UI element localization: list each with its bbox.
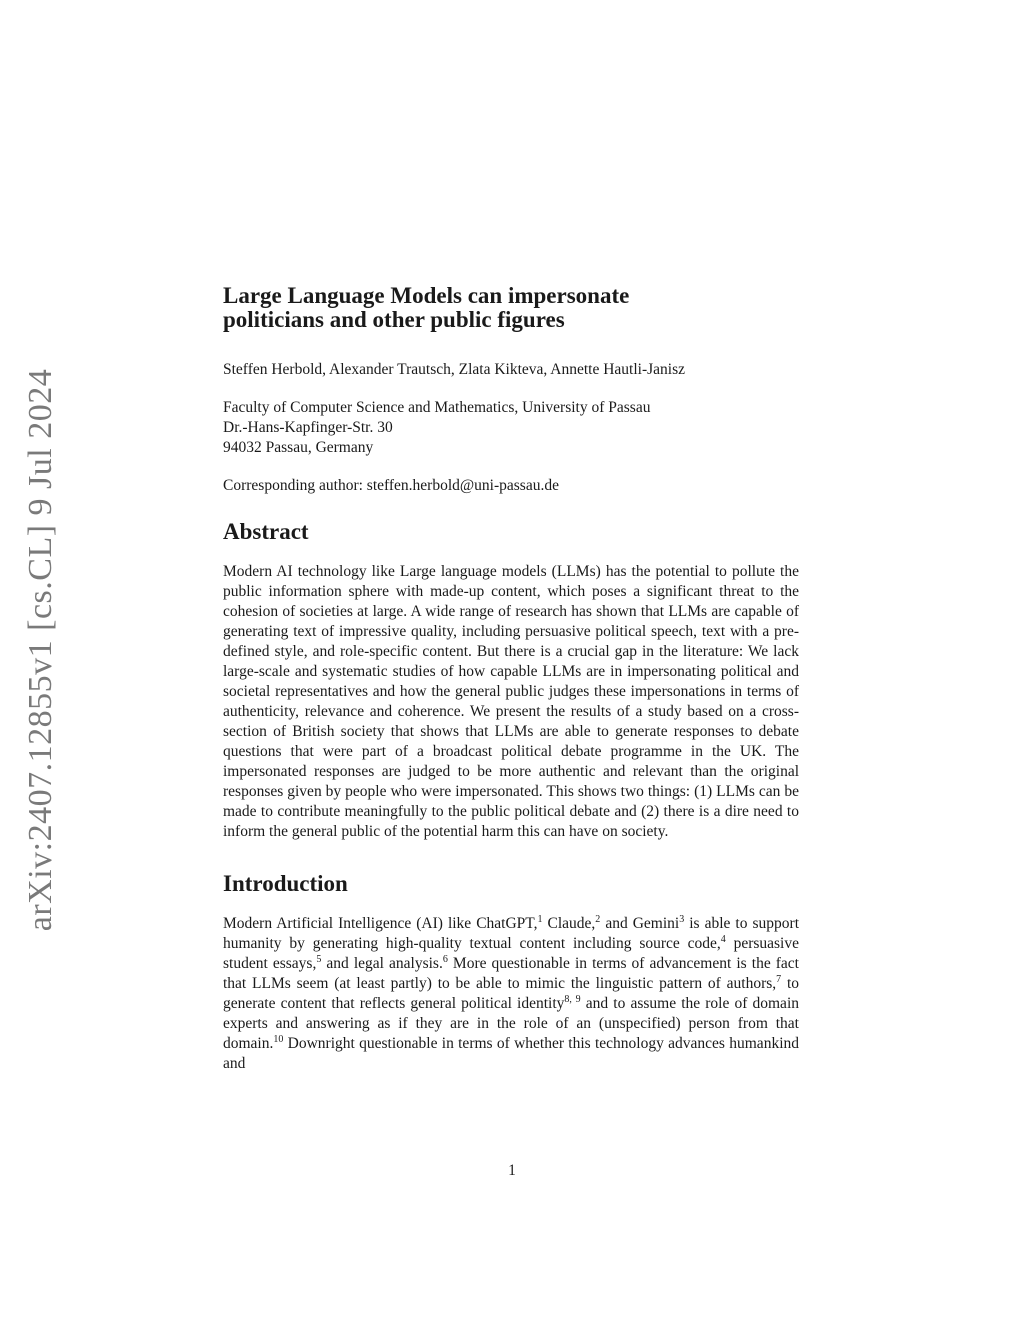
citation-marker: 2: [595, 913, 601, 925]
intro-text-segment: and Gemini: [600, 915, 680, 932]
citation-marker: 10: [273, 1033, 284, 1045]
abstract-text: Modern AI technology like Large language models (LLMs) has the potential to pollute the public information sphere with made-up content, which poses a significant threat to the cohesion of societies at large. A wide range of research has shown that LLMs are capable of generating text of impressive quality, including persuasive political speech, text with a pre-defined style, and role-specific content. But there is a crucial gap in the literature: We lack large-scale and systematic studies of how capable LLMs are in impersonating political and societal representatives and how the general public judges these impersonations in terms of authenticity, relevance and coherence. We present the results of a study based on a cross-section of British society that shows that LLMs are able to generate responses to debate questions that were part of a broadcast political debate programme in the UK. The impersonated responses are judged to be more authentic and relevant than the original responses given by people who were impersonated. This shows two things: (1) LLMs can be made to contribute meaningfully to the public political debate and (2) there is a dire need to inform the general public of the potential harm this can have on society.: [223, 563, 799, 840]
intro-text-segment: More questionable in terms of advancement is the fact that LLMs seem (at least partly) to be able to mimic the linguistic pattern of authors,: [223, 955, 799, 992]
intro-text-segment: Modern Artificial Intelligence (AI) like ChatGPT,: [223, 915, 538, 932]
arxiv-identifier: arXiv:2407.12855v1 [cs.CL] 9 Jul 2024: [22, 368, 59, 932]
affiliation: [223, 398, 799, 458]
citation-marker: 6: [442, 953, 448, 965]
intro-text-segment: and to assume the role of domain experts and answering as if they are in the role of an (unspecified) person from that domain.: [223, 995, 799, 1052]
intro-text-segment: Claude,: [542, 915, 596, 932]
intro-text-segment: to generate content that reflects general political identity: [223, 975, 799, 1012]
corresponding-author: Corresponding author: steffen.herbold@uni-passau.de: [223, 477, 559, 494]
citation-marker: 8, 9: [564, 993, 581, 1005]
introduction-text: [223, 914, 799, 1074]
affiliation-line-1: Faculty of Computer Science and Mathematics, University of Passau: [223, 399, 651, 416]
citation-marker: 4: [720, 933, 726, 945]
affiliation-line-3: 94032 Passau, Germany: [223, 439, 374, 456]
citation-marker: 1: [537, 913, 543, 925]
citation-marker: 3: [679, 913, 685, 925]
title-line-1: Large Language Models can impersonate: [223, 283, 630, 308]
abstract-heading: Abstract: [223, 519, 309, 544]
paper-body: [223, 284, 799, 1102]
intro-text-segment: is able to support humanity by generating high-quality textual content including source code,: [223, 915, 800, 952]
citation-marker: 5: [316, 953, 322, 965]
citation-marker: 7: [776, 973, 782, 985]
author-list: Steffen Herbold, Alexander Trautsch, Zlata Kikteva, Annette Hautli-Janisz: [223, 361, 686, 378]
intro-text-segment: Downright questionable in terms of whether this technology advances humankind and: [223, 1035, 799, 1072]
title-line-2: politicians and other public figures: [223, 307, 565, 332]
intro-text-segment: and legal analysis.: [321, 955, 443, 972]
introduction-heading: Introduction: [223, 871, 348, 896]
paper-title: [223, 284, 799, 332]
page-number: 1: [508, 1162, 516, 1179]
affiliation-line-2: Dr.-Hans-Kapfinger-Str. 30: [223, 419, 393, 436]
intro-text-segment: persuasive student essays,: [223, 935, 799, 972]
